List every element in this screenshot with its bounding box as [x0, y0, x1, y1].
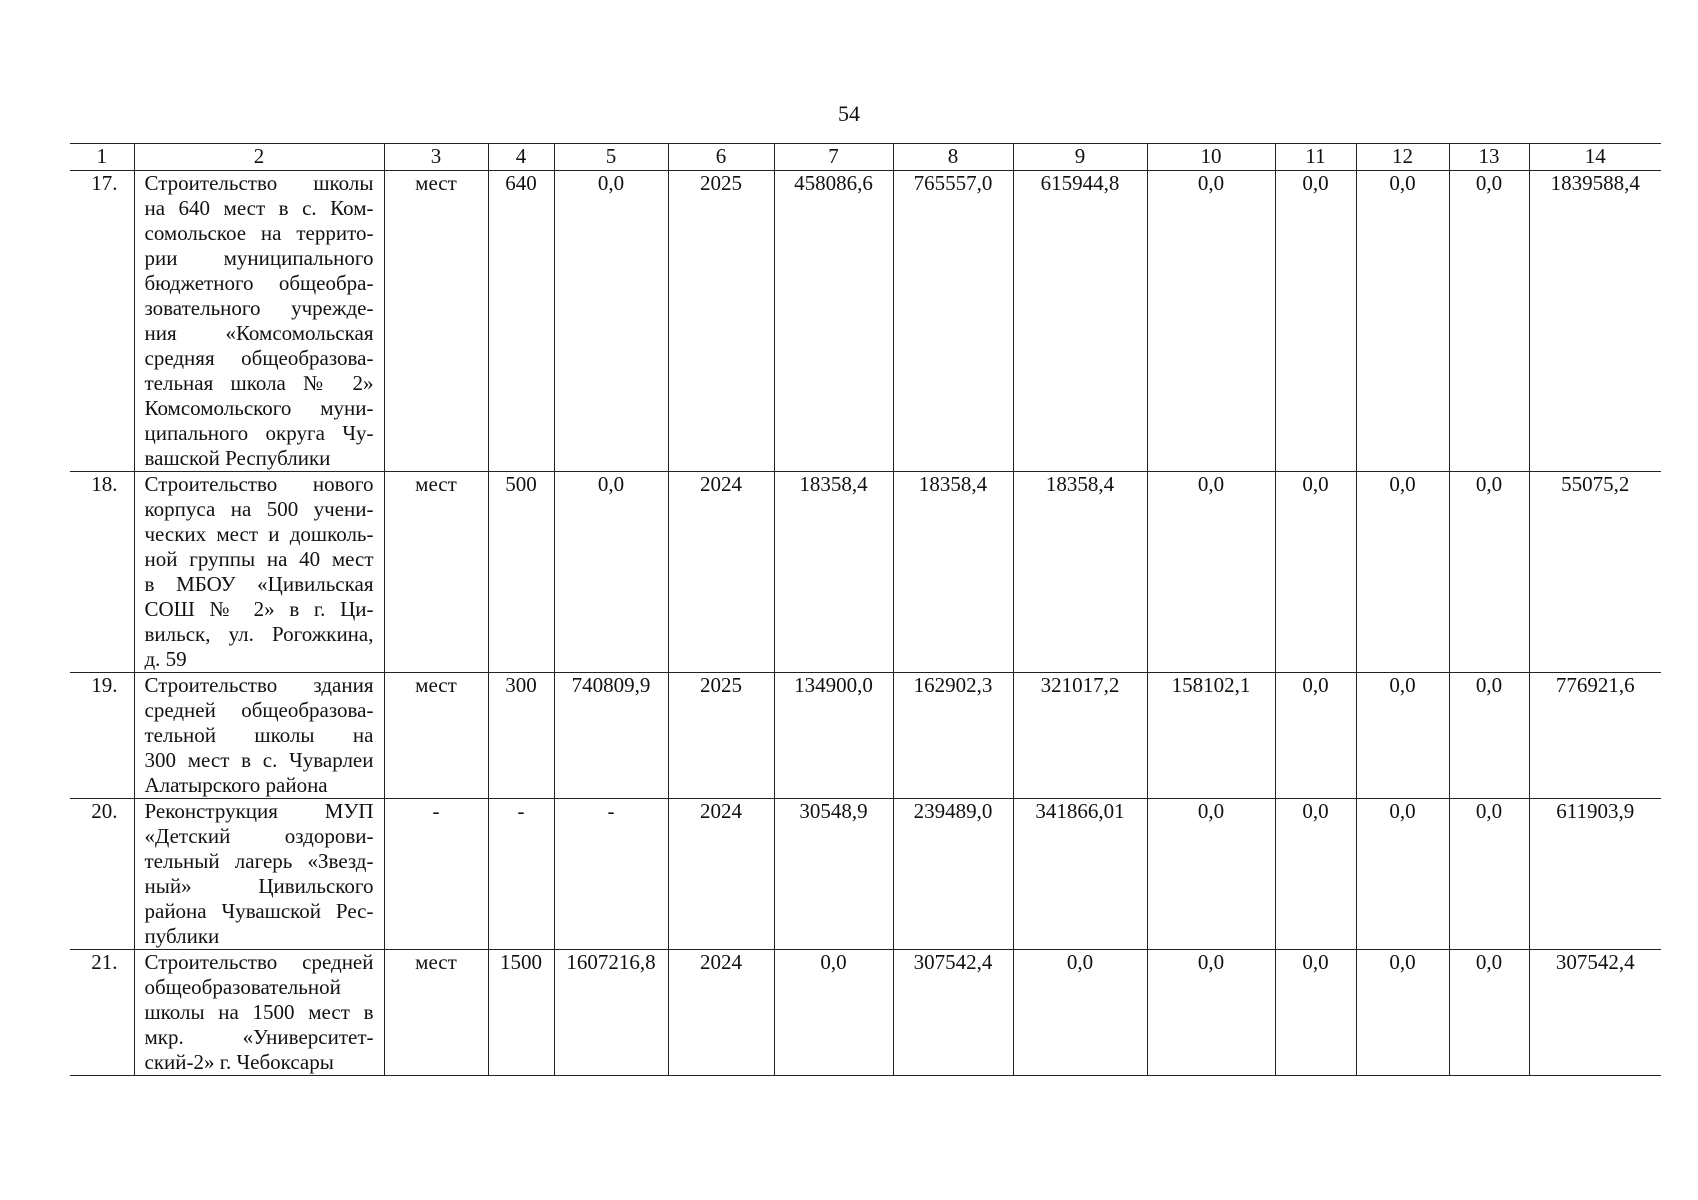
column-header: 6	[668, 144, 774, 171]
column-header: 12	[1356, 144, 1449, 171]
total-cell: 776921,6	[1529, 673, 1661, 799]
object-name-line: Строительство школы	[144, 171, 374, 195]
capacity-cell: -	[488, 799, 554, 950]
col8-cell: 239489,0	[893, 799, 1013, 950]
object-name-line: Строительство средней	[144, 950, 374, 974]
object-name-line: Комсомольского муни-	[144, 396, 374, 420]
column-header: 9	[1013, 144, 1147, 171]
object-name-line: школы на 1500 мест в	[144, 1000, 374, 1024]
table-row	[70, 799, 1661, 950]
object-name-line: района Чувашской Рес-	[144, 899, 374, 923]
total-cell: 55075,2	[1529, 472, 1661, 673]
table-row	[70, 950, 1661, 1076]
object-name-line: ческих мест и дошколь-	[144, 522, 374, 546]
col7-cell: 30548,9	[774, 799, 893, 950]
col9-cell: 341866,01	[1013, 799, 1147, 950]
col5-cell: 740809,9	[554, 673, 668, 799]
col12-cell: 0,0	[1356, 171, 1449, 472]
row-number: 19.	[70, 673, 134, 799]
object-name-line: д. 59	[144, 647, 187, 671]
col10-cell: 158102,1	[1147, 673, 1275, 799]
object-name-line: мкр. «Университет-	[144, 1025, 374, 1049]
column-header: 8	[893, 144, 1013, 171]
col7-cell: 458086,6	[774, 171, 893, 472]
object-name-line: публики	[144, 924, 220, 948]
unit-cell: мест	[384, 472, 488, 673]
object-name	[134, 673, 384, 799]
col13-cell: 0,0	[1449, 171, 1529, 472]
unit-cell: мест	[384, 673, 488, 799]
col13-cell: 0,0	[1449, 950, 1529, 1076]
object-name	[134, 799, 384, 950]
object-name-line: сомольское на террито-	[144, 221, 374, 245]
col5-cell: 0,0	[554, 472, 668, 673]
column-header: 13	[1449, 144, 1529, 171]
year-cell: 2024	[668, 950, 774, 1076]
col11-cell: 0,0	[1275, 799, 1356, 950]
object-name-line: корпуса на 500 учени-	[144, 497, 374, 521]
column-number-row	[70, 144, 1661, 171]
object-name-line: Строительство нового	[144, 472, 374, 496]
object-name	[134, 472, 384, 673]
column-header: 2	[134, 144, 384, 171]
page-number: 54	[838, 101, 860, 126]
col11-cell: 0,0	[1275, 171, 1356, 472]
col7-cell: 0,0	[774, 950, 893, 1076]
total-cell: 1839588,4	[1529, 171, 1661, 472]
col10-cell: 0,0	[1147, 950, 1275, 1076]
object-name-line: средняя общеобразова-	[144, 346, 374, 370]
table-row	[70, 673, 1661, 799]
col8-cell: 162902,3	[893, 673, 1013, 799]
row-number: 17.	[70, 171, 134, 472]
object-name-line: средней общеобразова-	[144, 698, 374, 722]
col5-cell: -	[554, 799, 668, 950]
col8-cell: 765557,0	[893, 171, 1013, 472]
column-header: 5	[554, 144, 668, 171]
col8-cell: 307542,4	[893, 950, 1013, 1076]
object-name-line: зовательного учрежде-	[144, 296, 374, 320]
col12-cell: 0,0	[1356, 673, 1449, 799]
object-name-line: общеобразовательной	[144, 975, 341, 999]
col9-cell: 18358,4	[1013, 472, 1147, 673]
object-name-line: Алатырского района	[144, 773, 328, 797]
total-cell: 611903,9	[1529, 799, 1661, 950]
row-number: 20.	[70, 799, 134, 950]
data-table	[70, 143, 1661, 1076]
object-name-line: ной группы на 40 мест	[144, 547, 374, 571]
table-body	[70, 171, 1661, 1076]
table-header	[70, 144, 1661, 171]
col8-cell: 18358,4	[893, 472, 1013, 673]
object-name-line: в МБОУ «Цивильская	[144, 572, 374, 596]
object-name-line: рии муниципального	[144, 246, 374, 270]
unit-cell: -	[384, 799, 488, 950]
object-name-line: ципального округа Чу-	[144, 421, 374, 445]
col5-cell: 0,0	[554, 171, 668, 472]
table-row	[70, 171, 1661, 472]
object-name-line: 300 мест в с. Чуварлеи	[144, 748, 374, 772]
object-name-line: бюджетного общеобра-	[144, 271, 374, 295]
column-header: 1	[70, 144, 134, 171]
column-header: 4	[488, 144, 554, 171]
row-number: 21.	[70, 950, 134, 1076]
col13-cell: 0,0	[1449, 673, 1529, 799]
object-name-line: тельный лагерь «Звезд-	[144, 849, 374, 873]
col7-cell: 134900,0	[774, 673, 893, 799]
object-name-line: Строительство здания	[144, 673, 374, 697]
column-header: 3	[384, 144, 488, 171]
col12-cell: 0,0	[1356, 799, 1449, 950]
column-header: 10	[1147, 144, 1275, 171]
unit-cell: мест	[384, 171, 488, 472]
object-name	[134, 950, 384, 1076]
object-name-line: ния «Комсомольская	[144, 321, 374, 345]
capacity-cell: 1500	[488, 950, 554, 1076]
table-row	[70, 472, 1661, 673]
col10-cell: 0,0	[1147, 799, 1275, 950]
object-name-line: вашской Республики	[144, 446, 331, 470]
col13-cell: 0,0	[1449, 472, 1529, 673]
col9-cell: 0,0	[1013, 950, 1147, 1076]
col9-cell: 321017,2	[1013, 673, 1147, 799]
object-name-line: ный» Цивильского	[144, 874, 374, 898]
col11-cell: 0,0	[1275, 673, 1356, 799]
object-name-line: на 640 мест в с. Ком-	[144, 196, 374, 220]
year-cell: 2025	[668, 673, 774, 799]
object-name-line: тельная школа № 2»	[144, 371, 374, 395]
year-cell: 2024	[668, 472, 774, 673]
col7-cell: 18358,4	[774, 472, 893, 673]
year-cell: 2024	[668, 799, 774, 950]
row-number: 18.	[70, 472, 134, 673]
capacity-cell: 300	[488, 673, 554, 799]
object-name-line: вильск, ул. Рогожкина,	[144, 622, 374, 646]
capacity-cell: 640	[488, 171, 554, 472]
column-header: 11	[1275, 144, 1356, 171]
col13-cell: 0,0	[1449, 799, 1529, 950]
object-name-line: ский-2» г. Чебоксары	[144, 1050, 334, 1074]
total-cell: 307542,4	[1529, 950, 1661, 1076]
col9-cell: 615944,8	[1013, 171, 1147, 472]
col11-cell: 0,0	[1275, 950, 1356, 1076]
col10-cell: 0,0	[1147, 171, 1275, 472]
col12-cell: 0,0	[1356, 472, 1449, 673]
object-name-line: «Детский оздорови-	[144, 824, 374, 848]
column-header: 14	[1529, 144, 1661, 171]
year-cell: 2025	[668, 171, 774, 472]
col11-cell: 0,0	[1275, 472, 1356, 673]
column-header: 7	[774, 144, 893, 171]
object-name-line: тельной школы на	[144, 723, 374, 747]
object-name-line: Реконструкция МУП	[144, 799, 374, 823]
unit-cell: мест	[384, 950, 488, 1076]
col10-cell: 0,0	[1147, 472, 1275, 673]
col12-cell: 0,0	[1356, 950, 1449, 1076]
object-name-line: СОШ № 2» в г. Ци-	[144, 597, 374, 621]
col5-cell: 1607216,8	[554, 950, 668, 1076]
object-name	[134, 171, 384, 472]
capacity-cell: 500	[488, 472, 554, 673]
